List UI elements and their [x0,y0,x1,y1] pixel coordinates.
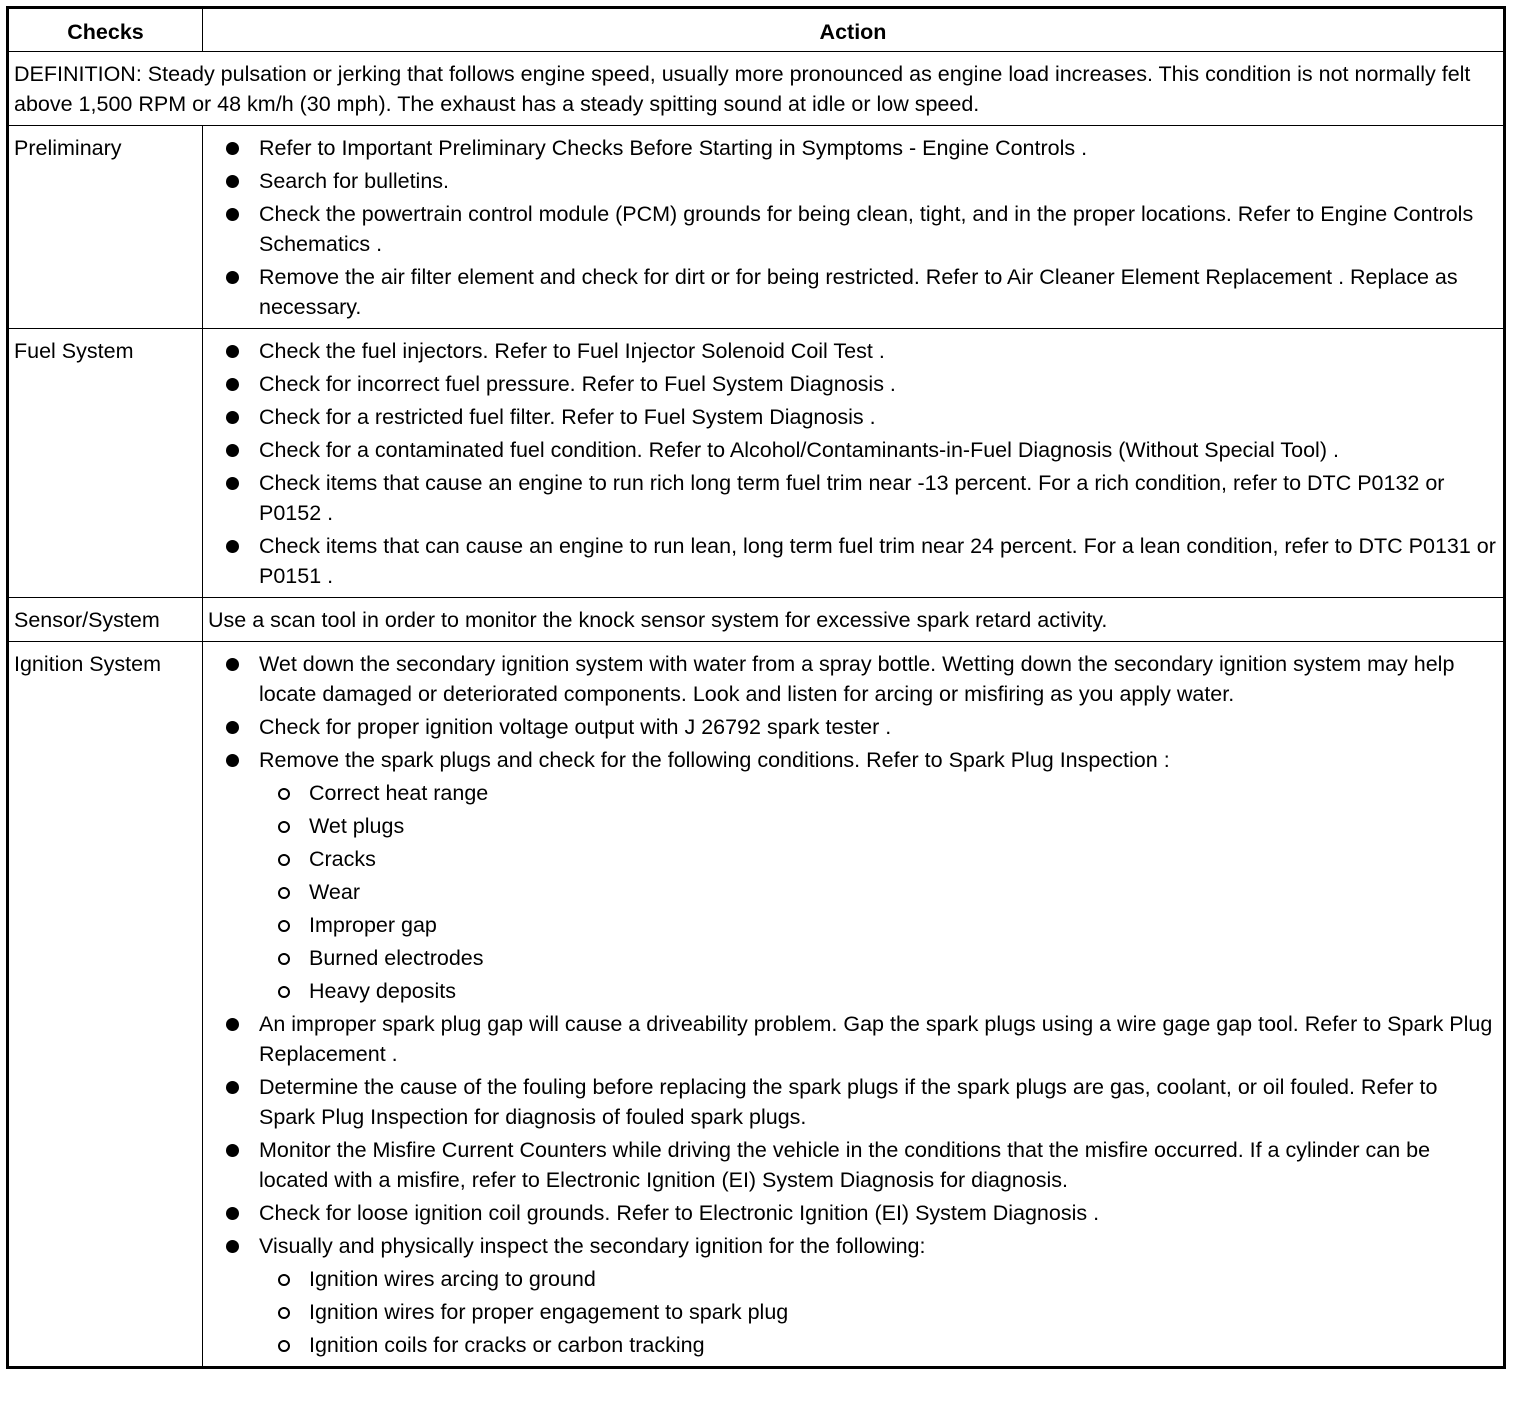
sub-list-item-text: Ignition wires for proper engagement to spark plug [309,1300,789,1324]
sub-list-item [259,1264,1499,1294]
bullet-icon [226,1018,239,1031]
sub-list-item-text: Improper gap [309,913,437,937]
sub-list-item-text: Cracks [309,847,376,871]
circle-bullet-icon [278,854,290,866]
list-item [207,1009,1499,1069]
circle-bullet-icon [278,821,290,833]
table-row-sensor-system [8,598,1505,642]
bullet-icon [226,721,239,734]
sub-list-item [259,1330,1499,1360]
list-item-text: Search for bulletins. [259,169,450,193]
list-item-text: Check for a restricted fuel filter. Refer to Fuel System Diagnosis . [259,405,876,429]
bullet-icon [226,1240,239,1253]
check-label: Fuel System [8,329,203,598]
header-action: Action [203,8,1505,52]
circle-bullet-icon [278,920,290,932]
sub-list-item [259,811,1499,841]
sub-list-item [259,910,1499,940]
bullet-icon [226,540,239,553]
sub-list-item [259,943,1499,973]
action-cell [203,642,1505,1368]
action-cell [203,126,1505,329]
list-item-text: Monitor the Misfire Current Counters while driving the vehicle in the conditions that the misfire occurred. If a cylinder can be located with a misfire, refer to Electronic Ignition (EI) System Diagnosis for diagnosis. [259,1138,1431,1192]
list-item [207,262,1499,322]
sub-list-item [259,778,1499,808]
list-item-text: Check the fuel injectors. Refer to Fuel Injector Solenoid Coil Test . [259,339,885,363]
header-checks: Checks [8,8,203,52]
bullet-icon [226,175,239,188]
sub-list-item [259,1297,1499,1327]
circle-bullet-icon [278,986,290,998]
bullet-icon [226,142,239,155]
bullet-icon [226,477,239,490]
list-item-text: Check items that cause an engine to run rich long term fuel trim near -13 percent. For a rich condition, refer to DTC P0132 or P0152 . [259,471,1445,525]
bullet-icon [226,378,239,391]
list-item-text: Check items that can cause an engine to run lean, long term fuel trim near 24 percent. For a lean condition, refer to DTC P0131 or P0151 . [259,534,1496,588]
sub-list-item [259,976,1499,1006]
list-item-text: Wet down the secondary ignition system with water from a spray bottle. Wetting down the secondary ignition system may help locate damaged or deteriorated components. Look and listen for arcing or misfiring as you apply water. [259,652,1455,706]
circle-bullet-icon [278,887,290,899]
list-item [207,712,1499,742]
sub-list-item-text: Burned electrodes [309,946,484,970]
bullet-icon [226,345,239,358]
list-item-text: Visually and physically inspect the secondary ignition for the following: [259,1234,926,1258]
list-item-text: An improper spark plug gap will cause a driveability problem. Gap the spark plugs using a wire gage gap tool. Refer to Spark Plug Replacement . [259,1012,1493,1066]
sub-list-item-text: Correct heat range [309,781,489,805]
bullet-icon [226,444,239,457]
table-row-preliminary [8,126,1505,329]
list-item-text: Check the powertrain control module (PCM) grounds for being clean, tight, and in the proper locations. Refer to Engine Controls Schematics . [259,202,1474,256]
bullet-icon [226,271,239,284]
list-item [207,402,1499,432]
bullet-icon [226,208,239,221]
list-item-text: Remove the spark plugs and check for the following conditions. Refer to Spark Plug Inspection : [259,748,1170,772]
circle-bullet-icon [278,1340,290,1352]
table-body [8,52,1505,1368]
bullet-icon [226,1207,239,1220]
bullet-icon [226,411,239,424]
list-item [207,166,1499,196]
check-label: Sensor/System [8,598,203,642]
circle-bullet-icon [278,953,290,965]
sub-list-item-text: Ignition coils for cracks or carbon tracking [309,1333,705,1357]
sub-list [259,1264,1499,1360]
circle-bullet-icon [278,1274,290,1286]
table-row-ignition-system [8,642,1505,1368]
list-item-text: Check for a contaminated fuel condition. Refer to Alcohol/Contaminants-in-Fuel Diagnosis (Without Special Tool) . [259,438,1339,462]
action-list [207,649,1499,1360]
list-item-text: Refer to Important Preliminary Checks Before Starting in Symptoms - Engine Controls . [259,136,1088,160]
sub-list-item-text: Heavy deposits [309,979,456,1003]
list-item-text: Check for proper ignition voltage output with J 26792 spark tester . [259,715,892,739]
list-item [207,1231,1499,1360]
action-cell: Use a scan tool in order to monitor the knock sensor system for excessive spark retard activity. [203,598,1505,642]
action-list [207,336,1499,591]
bullet-icon [226,1081,239,1094]
bullet-icon [226,658,239,671]
check-label: Ignition System [8,642,203,1368]
definition-row [8,52,1505,126]
list-item [207,1072,1499,1132]
list-item [207,369,1499,399]
check-label: Preliminary [8,126,203,329]
circle-bullet-icon [278,1307,290,1319]
sub-list-item-text: Wear [309,880,360,904]
sub-list [259,778,1499,1006]
table-row-fuel-system [8,329,1505,598]
action-list [207,133,1499,322]
sub-list-item-text: Wet plugs [309,814,405,838]
bullet-icon [226,754,239,767]
list-item-text: Check for incorrect fuel pressure. Refer to Fuel System Diagnosis . [259,372,896,396]
bullet-icon [226,1144,239,1157]
list-item [207,745,1499,1006]
list-item [207,531,1499,591]
action-cell [203,329,1505,598]
list-item [207,133,1499,163]
header-row [8,8,1505,52]
diagnostic-checks-table [6,6,1506,1369]
sub-list-item-text: Ignition wires arcing to ground [309,1267,596,1291]
circle-bullet-icon [278,788,290,800]
list-item [207,336,1499,366]
sub-list-item [259,844,1499,874]
definition-text: DEFINITION: Steady pulsation or jerking that follows engine speed, usually more pronounced as engine load increases. This condition is not normally felt above 1,500 RPM or 48 km/h (30 mph). The exhaust has a steady spitting sound at idle or low speed. [8,52,1505,126]
list-item [207,1135,1499,1195]
list-item [207,1198,1499,1228]
list-item [207,649,1499,709]
list-item-text: Determine the cause of the fouling before replacing the spark plugs if the spark plugs are gas, coolant, or oil fouled. Refer to Spark Plug Inspection for diagnosis of fouled spark plugs. [259,1075,1438,1129]
list-item [207,199,1499,259]
sub-list-item [259,877,1499,907]
list-item-text: Remove the air filter element and check for dirt or for being restricted. Refer to Air Cleaner Element Replacement . Replace as necessary. [259,265,1458,319]
list-item [207,468,1499,528]
list-item [207,435,1499,465]
list-item-text: Check for loose ignition coil grounds. Refer to Electronic Ignition (EI) System Diagnosis . [259,1201,1100,1225]
